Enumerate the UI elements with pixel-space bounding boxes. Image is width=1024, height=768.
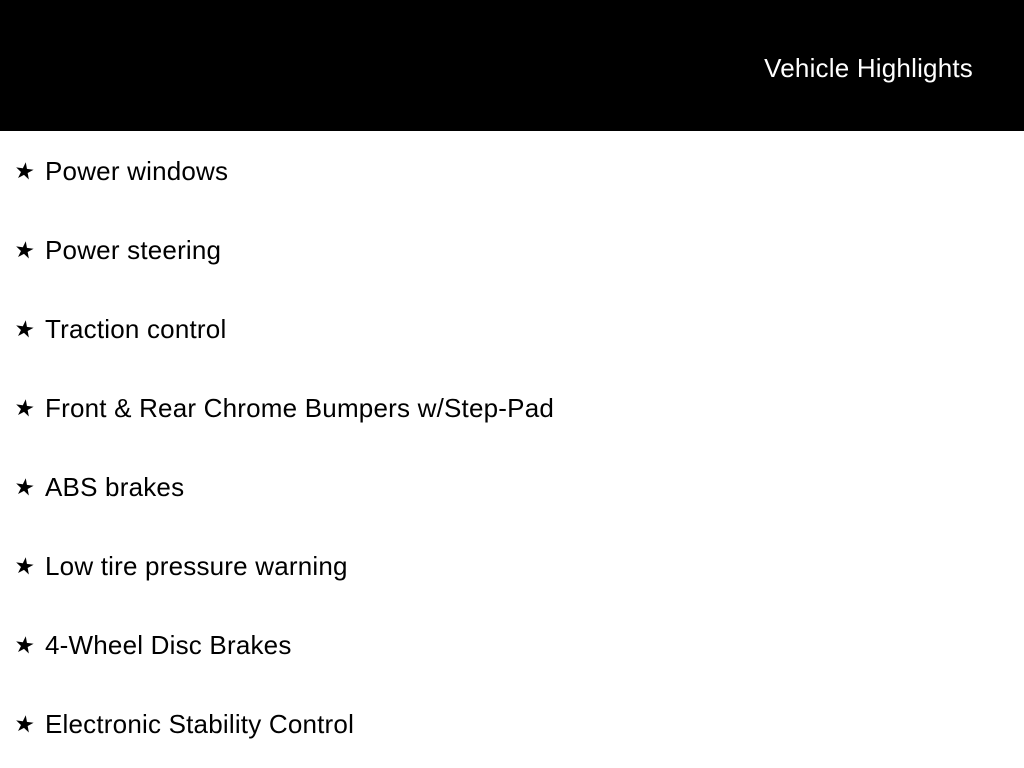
list-item: [0, 290, 1024, 369]
list-item: [0, 369, 1024, 448]
star-bullet-icon: ★: [12, 314, 37, 344]
star-bullet-icon: ★: [12, 472, 37, 502]
star-bullet-icon: ★: [12, 156, 37, 186]
list-item: [0, 132, 1024, 211]
feature-label: Traction control: [45, 313, 227, 344]
feature-label: Electronic Stability Control: [45, 708, 355, 739]
vehicle-highlights-list: [0, 131, 1024, 764]
feature-label: Power steering: [45, 234, 222, 265]
feature-label: Power windows: [45, 155, 229, 186]
star-bullet-icon: ★: [12, 551, 37, 581]
feature-label: Low tire pressure warning: [45, 550, 348, 581]
star-bullet-icon: ★: [12, 630, 37, 660]
list-item: [0, 448, 1024, 527]
feature-label: ABS brakes: [45, 471, 185, 502]
feature-label: 4-Wheel Disc Brakes: [45, 629, 292, 660]
header-bar: [0, 0, 1024, 131]
list-item: [0, 527, 1024, 606]
star-bullet-icon: ★: [12, 709, 37, 739]
star-bullet-icon: ★: [12, 235, 37, 265]
feature-label: Front & Rear Chrome Bumpers w/Step-Pad: [45, 392, 555, 423]
list-item: [0, 606, 1024, 685]
page-title: Vehicle Highlights: [764, 52, 973, 83]
list-item: [0, 211, 1024, 290]
star-bullet-icon: ★: [12, 393, 37, 423]
list-item: [0, 685, 1024, 764]
